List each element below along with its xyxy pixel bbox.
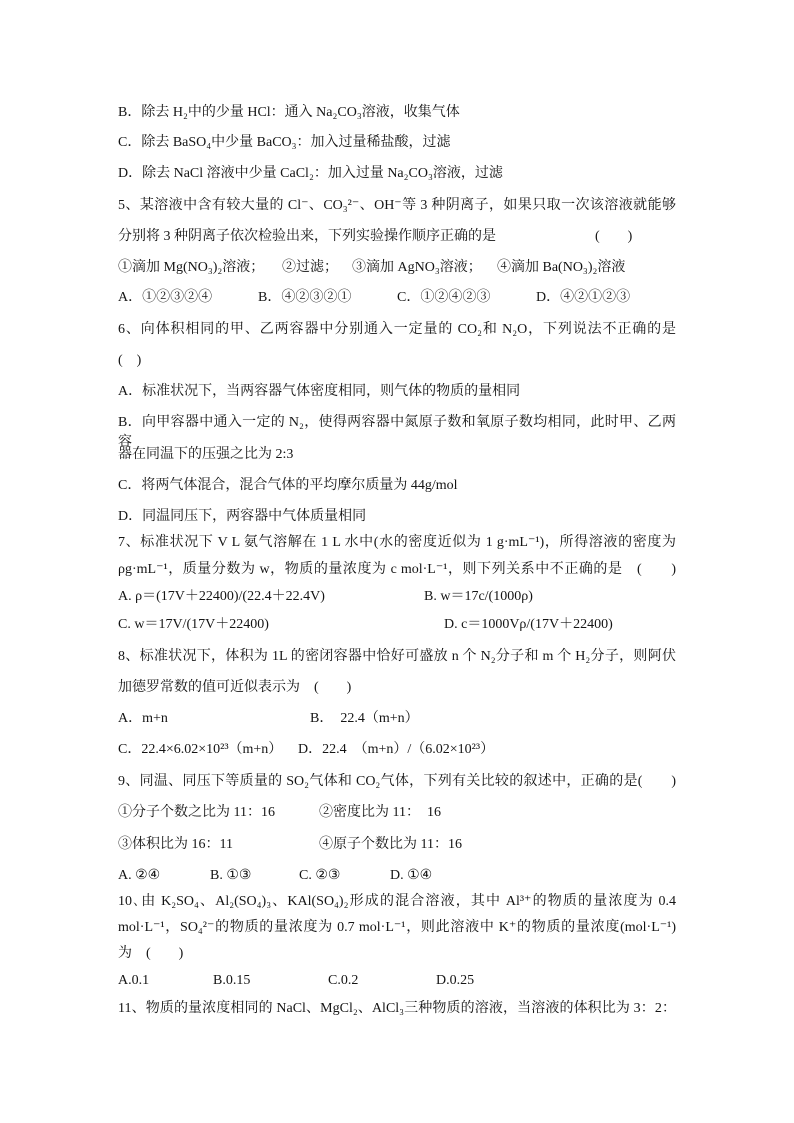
q8-option-b: B． 22.4（m+n） [310,711,419,726]
q5-options-row [118,288,676,308]
q5-stem-line2-row [118,227,676,247]
q5-answer-blank: ( ) [595,229,633,244]
q7-options-row-1 [118,587,676,607]
q5-step-4: ④滴加 Ba(NO₃)₂溶液 [497,260,626,275]
q6-option-c: C．将两气体混合，混合气体的平均摩尔质量为 44g/mol [118,478,458,493]
q9-statement-1: ①分子个数之比为 11：16 [118,805,275,820]
q4-option-c: C．除去 BaSO₄中少量 BaCO₃：加入过量稀盐酸，过滤 [118,135,451,150]
q8-options-row-2 [118,740,676,760]
q9-option-b: B. ①③ [210,868,252,883]
q10-option-c: C.0.2 [328,973,359,988]
q5-option-b: B．④②③②① [258,290,352,305]
q9-option-c: C. ②③ [299,868,341,883]
q5-step-1: ①滴加 Mg(NO₃)₂溶液； [118,260,265,275]
q9-statement-4: ④原子个数比为 11：16 [319,837,462,852]
q5-step-3: ③滴加 AgNO₃溶液； [352,260,482,275]
q7-stem-line2: ρg·mL⁻¹，质量分数为 w，物质的量浓度为 c mol·L⁻¹，则下列关系中不正确的是 ( ) [118,562,676,577]
q5-stem-line1: 5、某溶液中含有较大量的 Cl⁻、CO₃²⁻、OH⁻等 3 种阴离子，如果只取一次该溶液就能够 [118,198,676,213]
q6-option-b-line1: B．向甲容器中通入一定的 N₂，使得两容器中氮原子数和氧原子数均相同，此时甲、乙两容 [118,415,676,450]
q10-stem-line3: 为 ( ) [118,946,184,961]
q9-statements-row-2 [118,835,676,855]
q9-stem: 9、同温、同压下等质量的 SO₂气体和 CO₂气体，下列有关比较的叙述中，正确的是( ) [118,774,676,789]
q9-statement-3: ③体积比为 16：11 [118,837,233,852]
q9-statement-2: ②密度比为 11： 16 [319,805,441,820]
q9-statements-row-1 [118,803,676,823]
q6-stem: 6、向体积相同的甲、乙两容器中分别通入一定量的 CO₂和 N₂O，下列说法不正确的是 [118,322,676,337]
q9-option-d: D. ①④ [390,868,433,883]
q10-stem-line2: mol·L⁻¹，SO₄²⁻的物质的量浓度为 0.7 mol·L⁻¹，则此溶液中 K⁺的物质的量浓度(mol·L⁻¹) [118,920,676,935]
q10-option-a: A.0.1 [118,973,150,988]
q9-option-a: A. ②④ [118,868,161,883]
q5-stem-line2: 分别将 3 种阴离子依次检验出来，下列实验操作顺序正确的是 [118,229,496,244]
q5-option-d: D．④②①②③ [536,290,631,305]
q4-option-d: D．除去 NaCl 溶液中少量 CaCl₂：加入过量 Na₂CO₃溶液，过滤 [118,166,503,181]
q7-option-d: D. c＝1000Vρ/(17V＋22400) [444,617,613,632]
q9-options-row [118,866,676,886]
q8-option-d: D．22.4 （m+n）/（6.02×10²³） [298,742,495,757]
q5-steps-row [118,258,676,278]
q8-stem-line1: 8、标准状况下，体积为 1L 的密闭容器中恰好可盛放 n 个 N₂分子和 m 个 H₂分子，则阿伏 [118,649,676,664]
q8-option-a: A．m+n [118,711,168,726]
q4-option-b: B．除去 H₂中的少量 HCl：通入 Na₂CO₃溶液，收集气体 [118,105,460,120]
q6-option-d: D．同温同压下，两容器中气体质量相同 [118,509,367,524]
q5-step-2: ②过滤； [282,260,338,275]
q10-option-b: B.0.15 [213,973,251,988]
q5-option-c: C．①②④②③ [397,290,491,305]
q6-option-a: A．标准状况下，当两容器气体密度相同，则气体的物质的量相同 [118,384,521,399]
q6-answer-blank: ( ) [118,353,142,368]
q7-stem-line1: 7、标准状况下 V L 氨气溶解在 1 L 水中(水的密度近似为 1 g·mL⁻¹)，所得溶液的密度为 [118,535,676,550]
q7-option-b: B. w＝17c/(1000ρ) [424,589,533,604]
q7-options-row-2 [118,615,676,635]
q8-option-c: C．22.4×6.02×10²³（m+n） [118,742,283,757]
q10-stem-line1: 10､由 K₂SO₄、Al₂(SO₄)₃、KAl(SO₄)₂形成的混合溶液，其中 Al³⁺的物质的量浓度为 0.4 [118,894,676,909]
q6-option-b-line2: 器在同温下的压强之比为 2:3 [118,447,294,462]
q10-options-row [118,971,676,991]
q7-option-a: A. ρ＝(17V＋22400)/(22.4＋22.4V) [118,589,325,604]
q8-stem-line2: 加德罗常数的值可近似表示为 ( ) [118,680,352,695]
q10-option-d: D.0.25 [436,973,475,988]
q8-options-row-1 [118,709,676,729]
q7-option-c: C. w＝17V/(17V＋22400) [118,617,269,632]
q11-stem-line1: 11、物质的量浓度相同的 NaCl、MgCl₂、AlCl₃三种物质的溶液，当溶液的体积比为 3：2： [118,1001,676,1016]
q5-option-a: A．①②③②④ [118,290,213,305]
